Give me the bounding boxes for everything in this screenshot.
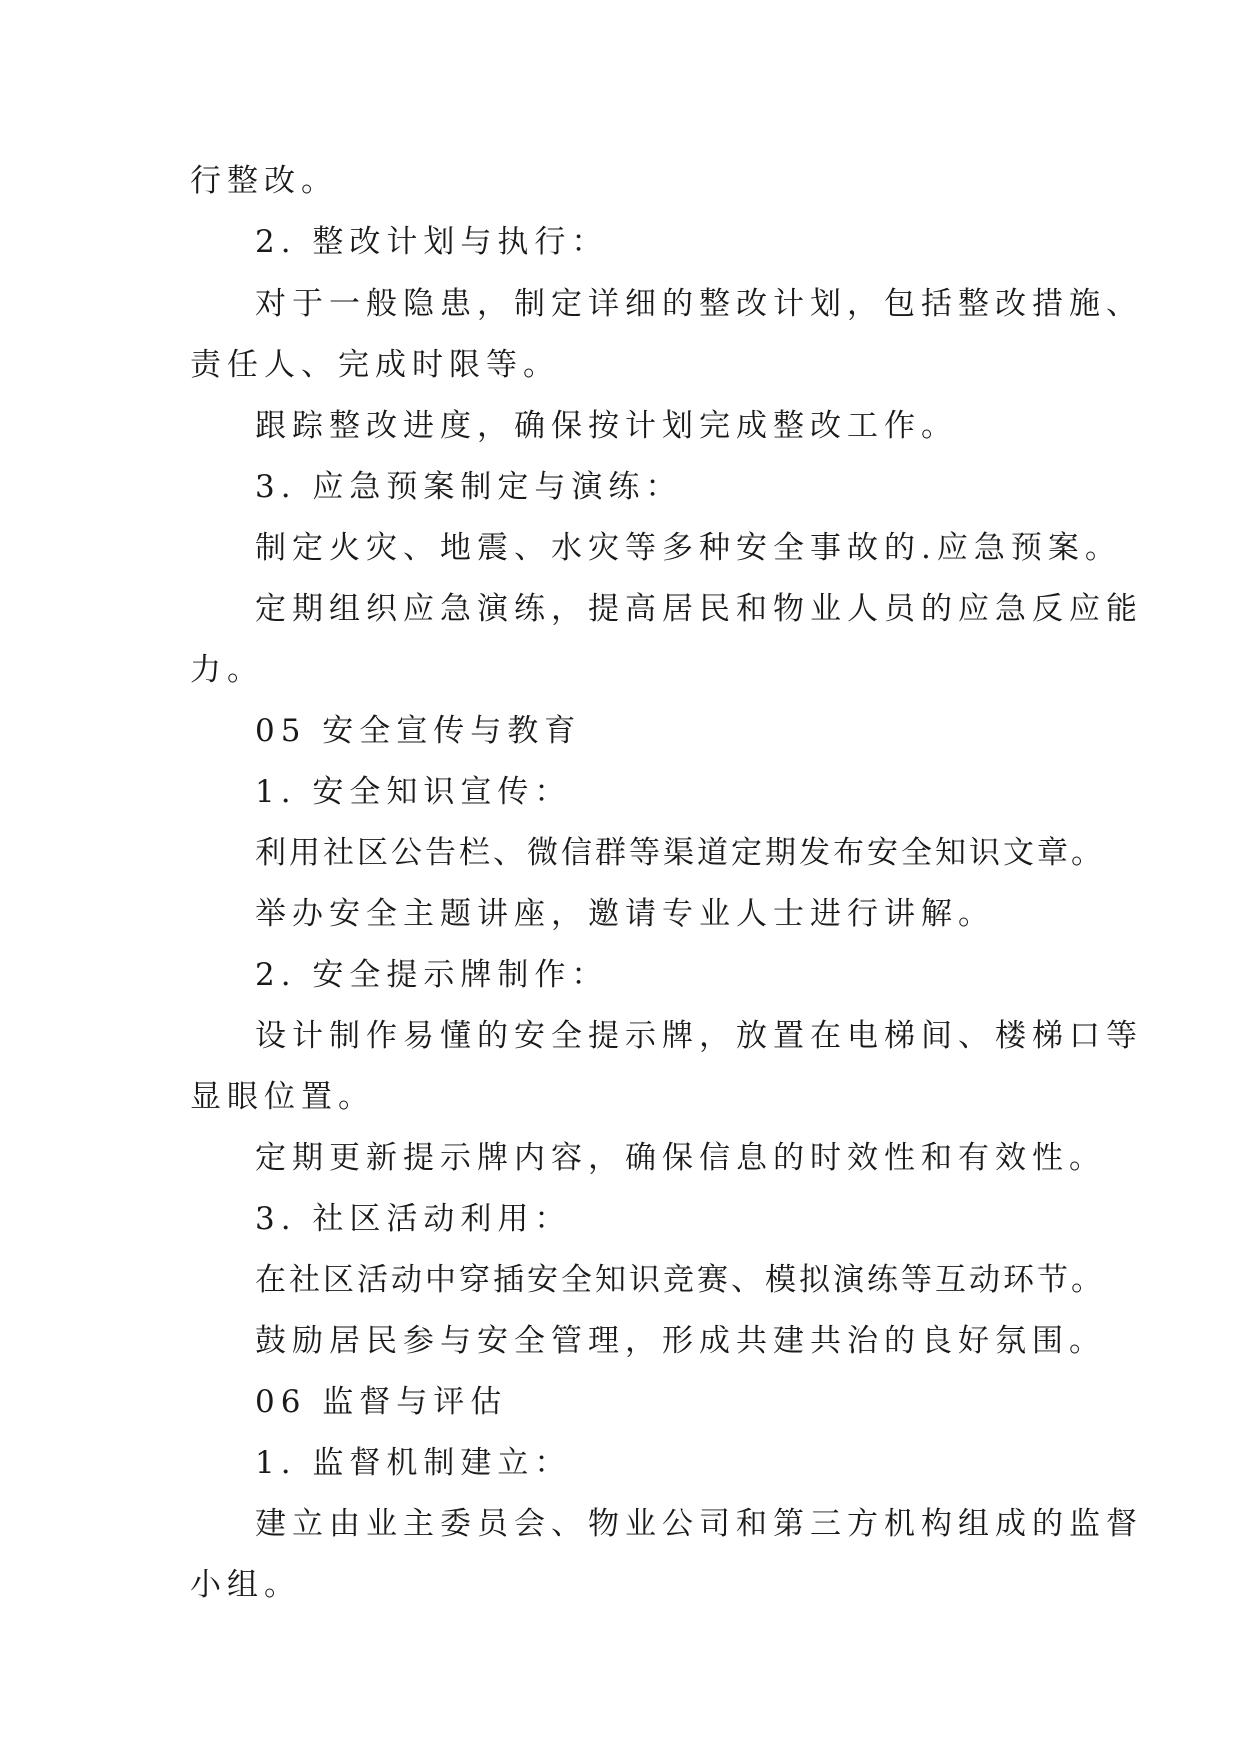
section-heading: 06 监督与评估 <box>255 1384 508 1420</box>
paragraph-text: 利用社区公告栏、微信群等渠道定期发布安全知识文章。 <box>255 835 1105 871</box>
list-heading: 2. 安全提示牌制作： <box>255 957 609 993</box>
list-heading: 2. 整改计划与执行： <box>255 224 609 260</box>
list-heading: 1. 安全知识宣传： <box>255 774 572 810</box>
paragraph-text: 对于一般隐患，制定详细的整改计划，包括整改措施、 <box>255 286 1143 322</box>
list-heading: 3. 社区活动利用： <box>255 1201 572 1237</box>
paragraph-continuation: 责任人、完成时限等。 <box>190 347 560 383</box>
paragraph-continuation: 小组。 <box>190 1567 301 1603</box>
section-heading: 05 安全宣传与教育 <box>255 713 582 749</box>
paragraph-text: 定期更新提示牌内容，确保信息的时效性和有效性。 <box>255 1140 1106 1176</box>
paragraph-text: 设计制作易懂的安全提示牌，放置在电梯间、楼梯口等 <box>255 1018 1143 1054</box>
paragraph-text: 在社区活动中穿插安全知识竞赛、模拟演练等互动环节。 <box>255 1262 1105 1298</box>
paragraph-text: 制定火灾、地震、水灾等多种安全事故的.应急预案。 <box>255 530 1122 566</box>
paragraph-text: 鼓励居民参与安全管理，形成共建共治的良好氛围。 <box>255 1323 1106 1359</box>
list-heading: 1. 监督机制建立： <box>255 1445 572 1481</box>
list-heading: 3. 应急预案制定与演练： <box>255 469 683 505</box>
paragraph-text: 举办安全主题讲座，邀请专业人士进行讲解。 <box>255 896 995 932</box>
paragraph-text: 定期组织应急演练，提高居民和物业人员的应急反应能 <box>255 591 1143 627</box>
paragraph-text: 建立由业主委员会、物业公司和第三方机构组成的监督 <box>255 1506 1143 1542</box>
paragraph-continuation: 行整改。 <box>190 163 338 199</box>
paragraph-text: 跟踪整改进度，确保按计划完成整改工作。 <box>255 408 958 444</box>
paragraph-continuation: 显眼位置。 <box>190 1079 375 1115</box>
paragraph-continuation: 力。 <box>190 652 264 688</box>
